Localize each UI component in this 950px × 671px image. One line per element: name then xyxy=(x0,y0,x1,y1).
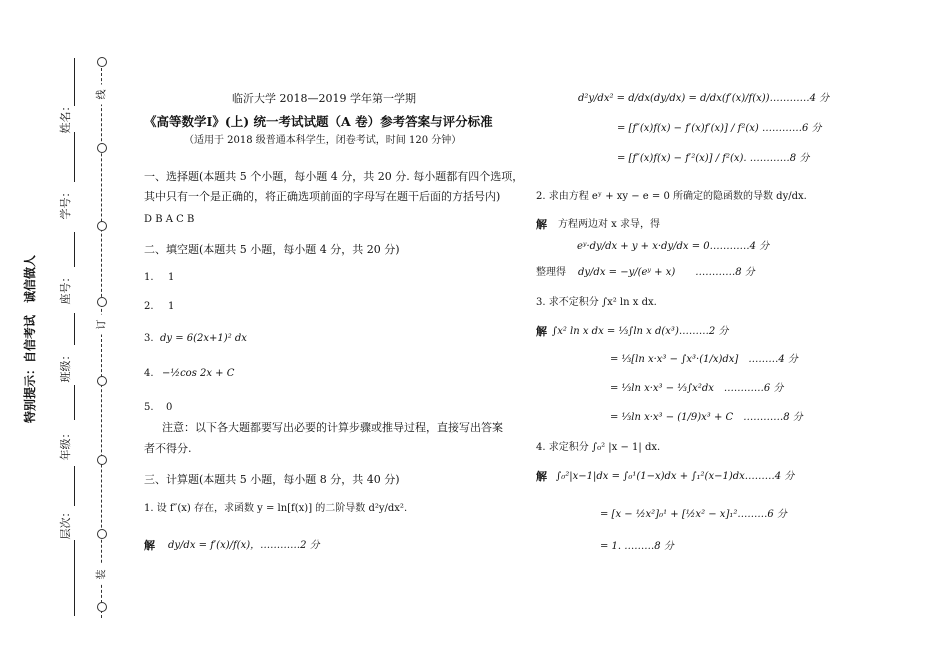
q1-step-3: = [f″(x)f(x) − f′(x)f′(x)] / f²(x) …………6 分 xyxy=(617,123,822,134)
cut-label-bot: 装 xyxy=(96,565,109,585)
section-1-answers: D B A C B xyxy=(144,214,195,225)
solution-label: 解 xyxy=(536,470,547,483)
fill-item-number: 3. xyxy=(144,333,154,344)
q2-step-1: eʸ·dy/dx + y + x·dy/dx = 0…………4 分 xyxy=(577,241,770,252)
q3-step-1: ∫x² ln x dx = ⅓∫ln x d(x³)………2 分 xyxy=(552,326,729,337)
field-seat: 座号： xyxy=(59,271,72,305)
fill-item-number: 5. xyxy=(144,402,154,413)
question-3: 3. 求不定积分 ∫x² ln x dx. xyxy=(536,297,657,308)
solution-label: 解 xyxy=(144,539,155,552)
calc-note: 注意：以下各大题都要写出必要的计算步骤或推导过程，直接写出答案 xyxy=(162,421,503,434)
field-line xyxy=(74,313,75,345)
q3-step-2: = ⅓[ln x·x³ − ∫x³·(1/x)dx] ………4 分 xyxy=(610,354,798,365)
field-grade: 年级： xyxy=(59,427,72,461)
page-title: 《高等数学Ⅰ》(上) 统一考试试题（A 卷）参考答案与评分标准 xyxy=(144,114,493,129)
q4-step-2: = [x − ½x²]₀¹ + [½x² − x]₁²………6 分 xyxy=(600,509,787,520)
q2-label-simplify: 整理得 xyxy=(536,267,566,278)
fill-item-answer: 1 xyxy=(168,272,175,283)
fill-item-answer: 0 xyxy=(166,402,173,413)
q3-step-4: = ⅓ln x·x³ − (1/9)x³ + C …………8 分 xyxy=(610,412,803,423)
question-4: 4. 求定积分 ∫₀² |x − 1| dx. xyxy=(536,442,661,453)
cut-hole xyxy=(97,57,107,67)
school-term: 临沂大学 2018—2019 学年第一学期 xyxy=(232,92,416,105)
q3-step-3: = ⅓ln x·x³ − ⅓∫x²dx …………6 分 xyxy=(610,383,784,394)
binding-margin xyxy=(0,0,120,671)
field-student-id: 学号： xyxy=(59,186,72,220)
field-line xyxy=(74,385,75,420)
cut-hole xyxy=(97,221,107,231)
section-2-heading: 二、填空题(本题共 5 小题，每小题 4 分，共 20 分) xyxy=(144,243,400,256)
q2-step-2: dy/dx = −y/(eʸ + x) …………8 分 xyxy=(578,267,755,278)
integrity-notice: 特别提示：自信考试 诚信做人 xyxy=(23,255,37,424)
calc-note-cont: 者不得分. xyxy=(144,442,192,455)
fill-item-number: 2. xyxy=(144,301,154,312)
fill-item-answer: dy = 6(2x+1)² dx xyxy=(160,333,247,344)
fill-item-number: 4. xyxy=(144,368,154,379)
question-1-step-1: dy/dx = f′(x)/f(x)，…………2 分 xyxy=(168,540,320,551)
q1-step-2: d²y/dx² = d/dx(dy/dx) = d/dx(f′(x)/f(x))…………4 分 xyxy=(578,93,830,104)
section-3-heading: 三、计算题(本题共 5 小题，每小题 8 分，共 40 分) xyxy=(144,473,400,486)
solution-label: 解 xyxy=(536,218,547,231)
q4-step-3: = 1. ………8 分 xyxy=(600,541,674,552)
cut-hole xyxy=(97,376,107,386)
field-line xyxy=(74,466,75,506)
question-2: 2. 求由方程 eʸ + xy − e = 0 所确定的隐函数的导数 dy/dx. xyxy=(536,191,807,202)
field-line xyxy=(74,58,75,106)
field-line xyxy=(74,232,75,267)
page-subtitle: （适用于 2018 级普通本科学生，闭卷考试，时间 120 分钟） xyxy=(184,135,462,146)
cut-hole xyxy=(97,143,107,153)
cut-hole xyxy=(97,455,107,465)
field-name: 姓名： xyxy=(59,100,72,134)
cut-label-top: 线 xyxy=(96,85,109,105)
field-level: 层次： xyxy=(59,506,72,540)
field-line xyxy=(74,540,75,616)
section-1-heading: 一、选择题(本题共 5 个小题，每小题 4 分，共 20 分. 每小题都有四个选项， xyxy=(144,170,524,183)
cut-hole xyxy=(97,529,107,539)
solution-label: 解 xyxy=(536,325,547,338)
cut-label-mid: 订 xyxy=(96,315,109,335)
section-1-heading-cont: 其中只有一个是正确的，将正确选项前面的字母写在题干后面的方括号内) xyxy=(144,190,501,203)
field-line xyxy=(74,132,75,182)
q1-step-4: = [f″(x)f(x) − f′²(x)] / f²(x). …………8 分 xyxy=(617,153,810,164)
fill-item-number: 1. xyxy=(144,272,154,283)
q2-intro: 方程两边对 x 求导，得 xyxy=(558,219,660,230)
fill-item-answer: 1 xyxy=(168,301,175,312)
cut-hole xyxy=(97,297,107,307)
q4-step-1: ∫₀²|x−1|dx = ∫₀¹(1−x)dx + ∫₁²(x−1)dx………4 分 xyxy=(556,471,795,482)
fill-item-answer: −½cos 2x + C xyxy=(162,368,235,379)
question-1: 1. 设 f″(x) 存在，求函数 y = ln[f(x)] 的二阶导数 d²y/dx². xyxy=(144,503,408,514)
cut-hole xyxy=(97,602,107,612)
field-class: 班级： xyxy=(59,349,72,383)
